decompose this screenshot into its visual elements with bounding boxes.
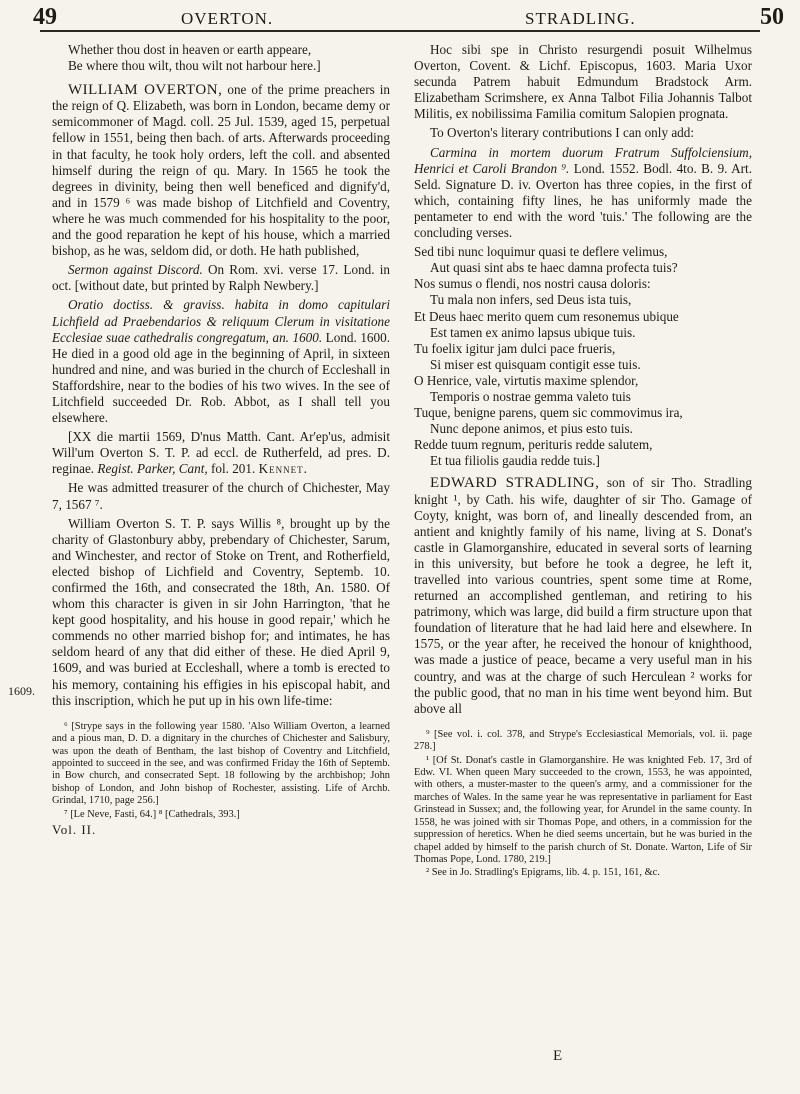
note-folio: fol. 201. xyxy=(210,461,256,477)
note-text: [XX die martii 1569, D'nus Matth. Cant. Ar'ep'us, admisit Will'um Overton S. T. P. ad eccl. de Rutherfeld, ad pres. D. reginae. xyxy=(52,429,390,477)
latin-poem xyxy=(414,244,752,469)
poem-line: Tu foelix igitur jam dulci pace frueris, xyxy=(414,340,616,356)
poem-line: Redde tuum regnum, perituris redde salutem, xyxy=(414,437,653,453)
footnote: ⁹ [See vol. i. col. 378, and Strype's Ecclesiastical Memorials, vol. ii. page 278.] xyxy=(414,728,752,753)
right-footnotes xyxy=(414,729,752,880)
poem-line: Si miser est quisquam contigit esse tuis. xyxy=(430,356,641,372)
opening-verse xyxy=(52,42,390,74)
stradling-entry xyxy=(414,475,752,716)
footnote: ¹ [Of St. Donat's castle in Glamorganshire. He was knighted Feb. 17, 3rd of Edw. VI. When queen Mary succeeded to the crown, 1553, he was appointed, with others, a muster-master to the queen's army, and a commissioner for the marches of Wales. In the same year he was representative in parliament for East Grinstead in Sussex; and, the following year, for Arundel in the same county. In 1558, he was joined with sir Thomas Pope, and others, in a commission for the suppression of heretics. When he died seems uncertain, but he was buried in the chapel added by himself to the parish church of St. Donate. Warton, Life of Sir Thomas Pope, Lond. 1780, 219.] xyxy=(414,754,752,865)
literary-contributions: To Overton's literary contributions I can only add: xyxy=(430,125,695,141)
sermon-details: On Rom. xvi. verse 17. Lond. in oct. [without date, but printed by Ralph Newbery.] xyxy=(52,262,390,294)
oratio-title: Oratio doctiss. & graviss. habita in domo capitulari Lichfield ad Praebendarios & reliquum Clerum in visitatione Ecclesiae suae cathedralis congregatum, an. 1600. xyxy=(52,297,390,345)
left-column xyxy=(52,42,390,838)
header-rule xyxy=(40,30,760,32)
poem-line: O Henrice, vale, virtutis maxime splendor, xyxy=(414,372,639,388)
poem-line: Et tua filiolis gaudia redde tuis.] xyxy=(430,453,600,469)
volume-signature: Vol. II. xyxy=(52,822,97,837)
margin-year-note: 1609. xyxy=(8,684,35,698)
note-signature: Kennet. xyxy=(258,461,308,477)
right-page-number: 50 xyxy=(760,4,784,30)
left-page-number: 49 xyxy=(33,4,57,30)
sermon-entry xyxy=(52,262,390,294)
left-footnotes xyxy=(52,721,390,821)
verse-line: Be where thou wilt, thou wilt not harbour here.] xyxy=(68,58,321,74)
left-running-head: OVERTON. xyxy=(181,9,274,28)
willis-note: William Overton S. T. P. says Willis ⁸, brought up by the charity of Glastonbury abby, prebendary of Chichester, Sarum, and Winchester, and rector of Stoke on Trent, and Rotherfield, elected bishop of Lichfield and Coventry, Septemb. 10. confirmed the 16th, and consecrated the 18th, An. 1580. Of whom this character is given in sir John Harrington, 'that he kept good hospitality, and his house in good repair,' which he commends no other married bishop for; and intimates, he has seldom heard of any that did either of these. He died April 9, 1609, and was buried at Eccleshall, where a tomb is erected to his memory, containing his effigies in his episcopal habit, and this inscription, which he put up in his own life-time: xyxy=(52,515,390,708)
carmina-details: Lond. 1552. Bodl. 4to. B. 9. Art. Seld. Signature D. iv. Overton has three copies, in the first of which, containing fifty lines, he has uniformly made the pentameter to end with the word 'tuis.' The following are the concluding verses. xyxy=(414,160,753,241)
stradling-name: EDWARD STRADLING, xyxy=(430,475,600,492)
poem-line: Tu mala non infers, sed Deus ista tuis, xyxy=(430,292,632,308)
treasurer-note: He was admitted treasurer of the church of Chichester, May 7, 1567 ⁷. xyxy=(52,480,390,512)
poem-line: Aut quasi sint abs te haec damna profecta tuis? xyxy=(430,260,678,276)
page-header xyxy=(0,0,800,40)
oratio-entry xyxy=(52,297,390,426)
poem-line: Et Deus haec merito quem cum resonemus ubique xyxy=(414,308,679,324)
overton-bio: one of the prime preachers in the reign of Q. Elizabeth, was born in London, became demy or semicommoner of Magd. coll. 25 Jul. 1539, aged 15, perpetual fellow in 1551, being then bach. of arts. Afterwards proceeding in that faculty, he took holy orders, left the coll. and absented himself during the reign of qu. Mary. In 1565 he took the degrees in divinity, being then well beneficed and dignify'd, and in 1579 ⁶ was made bishop of Litchfield and Coventry, where he was much commended for his hospitality to the poor, and the good reparation he kept of his house, which a married bishop, as he was, seldom did, or doth. He hath published, xyxy=(52,82,391,259)
footnote: ⁶ [Strype says in the following year 1580. 'Also William Overton, a learned and a pious man, D. D. a dignitary in the churches of Chichester and Salisbury, was upon the death of Bentham, the last bishop of Coventry and Litchfield, appointed to succeed in the see, and was confirmed Friday the 16th of Septemb. in Bow church, and consecrated Sept. 18 following by the archbishop; John bishop of London, and John bishop of Rochester, assisting. Life of Archb. Grindal, 1710, page 256.] xyxy=(52,720,390,807)
kennet-note xyxy=(52,429,390,477)
poem-line: Nunc depone animos, et pius esto tuis. xyxy=(430,421,633,437)
oratio-details: Lond. 1600. He died in a good old age in the beginning of April, in sixteen hundred and nine, and was buried in the church of Eccleshall in Staffordshire, near to the bodies of his two wives. In the see of Litchfield succeeded Dr. Rob. Abbot, as I shall tell you elsewhere. xyxy=(52,329,390,426)
epitaph-inscription: Hoc sibi spe in Christo resurgendi posuit Wilhelmus Overton, Covent. & Lichf. Episcopus, 1603. Maria Uxor secunda Patrem habuit Edmundum Bradstock Arm. Elizabetham Scrimshere, ex Anna Talbot Filia Johannis Talbot Militis, ex nobilissima Familia comitum Salopien prognata. xyxy=(414,42,752,122)
poem-line: Tuque, benigne parens, quem sic commovimus ira, xyxy=(414,405,683,421)
poem-line: Nos sumus o flendi, nos nostri causa doloris: xyxy=(414,276,651,292)
sermon-title: Sermon against Discord. xyxy=(68,262,203,278)
overton-name: WILLIAM OVERTON, xyxy=(68,82,223,99)
note-reference: Regist. Parker, Cant, xyxy=(97,461,208,477)
poem-line: Est tamen ex animo lapsus ubique tuis. xyxy=(430,324,636,340)
gathering-signature: E xyxy=(553,1048,563,1064)
right-running-head: STRADLING. xyxy=(525,9,636,28)
stradling-bio: son of sir Tho. Stradling knight ¹, by Cath. his wife, daughter of sir Tho. Gamage of Coyty, knight, was born of, and lineally descended from, an antient and knightly family of his name, living at S. Donat's castle in Glamorganshire, educated in several sorts of learning in this university, but before he took a degree, he left it, travelled into various countries, spent some time at Rome, returned an accomplished gentleman, and retiring to his patrimony, which was large, did build a firm structure upon that foundation of literature that he had laid here and elsewhere. In 1575, or the year after, he received the honour of knighthood, was made a justice of peace, became a very useful man in his country, and was at the charge of such Herculean ² works for the public good, that no man in his time went beyond him. But above all xyxy=(414,475,752,716)
verse-line: Whether thou dost in heaven or earth appeare, xyxy=(68,42,312,57)
carmina-entry xyxy=(414,145,752,242)
right-column xyxy=(414,42,752,881)
footnote: ⁷ [Le Neve, Fasti, 64.] ⁸ [Cathedrals, 393.] xyxy=(64,808,240,820)
footnote: ² See in Jo. Stradling's Epigrams, lib. 4. p. 151, 161, &c. xyxy=(426,867,660,879)
overton-entry xyxy=(52,82,390,259)
carmina-title: Carmina in mortem duorum Fratrum Suffolciensium, Henrici et Caroli Brandon ⁹. xyxy=(414,144,752,176)
poem-line: Sed tibi nunc loquimur quasi te deflere velimus, xyxy=(414,244,668,260)
poem-line: Temporis o nostrae gemma valeto tuis xyxy=(430,388,631,404)
